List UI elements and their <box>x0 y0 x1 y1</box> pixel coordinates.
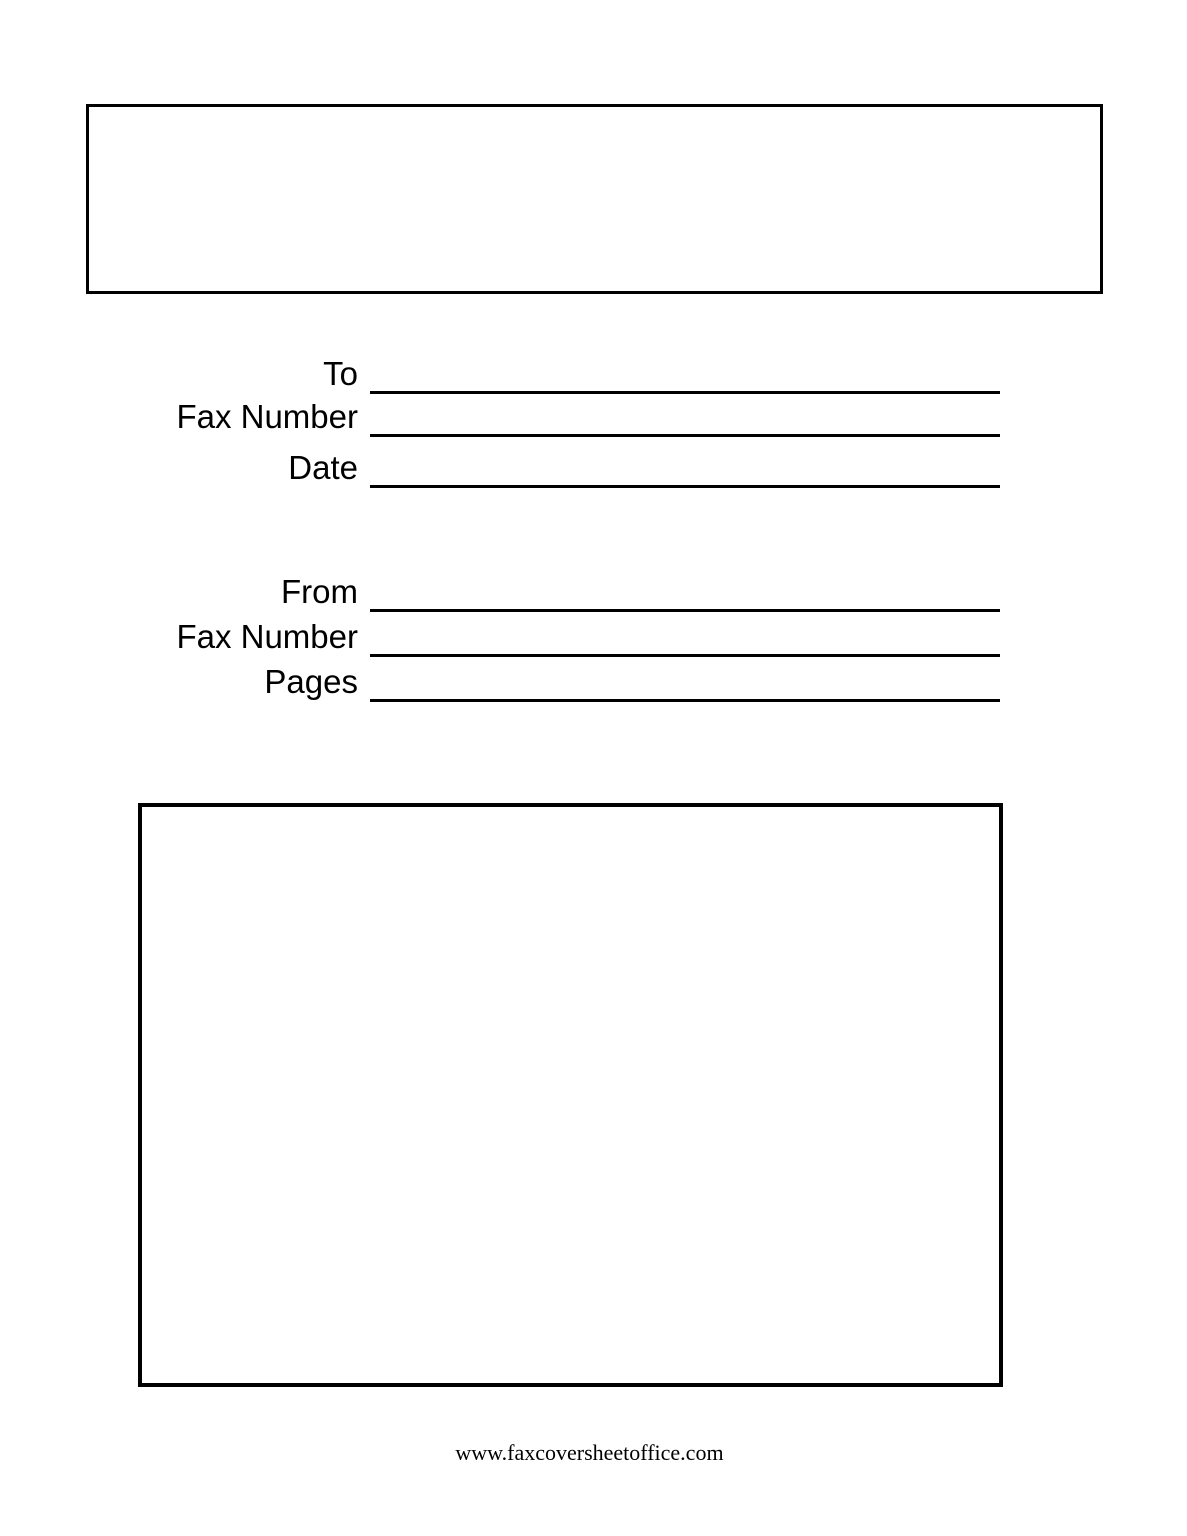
footer <box>0 1440 1187 1466</box>
from-field <box>100 568 1000 612</box>
from-fax-number-field <box>100 613 1000 657</box>
from-label: From <box>281 573 358 610</box>
message-box <box>138 803 1003 1387</box>
to-fax-number-line[interactable] <box>370 434 1000 437</box>
date-line[interactable] <box>370 485 1000 488</box>
from-fax-number-line[interactable] <box>370 654 1000 657</box>
pages-line[interactable] <box>370 699 1000 702</box>
pages-field <box>100 658 1000 702</box>
header-box <box>86 104 1103 294</box>
date-label: Date <box>288 449 358 486</box>
from-line[interactable] <box>370 609 1000 612</box>
to-fax-number-label: Fax Number <box>176 398 358 435</box>
to-fax-number-field <box>100 393 1000 437</box>
footer-url: www.faxcoversheetoffice.com <box>455 1440 724 1465</box>
pages-label: Pages <box>264 663 358 700</box>
date-field <box>100 444 1000 488</box>
from-fax-number-label: Fax Number <box>176 618 358 655</box>
to-label: To <box>323 355 358 392</box>
to-field <box>100 350 1000 394</box>
